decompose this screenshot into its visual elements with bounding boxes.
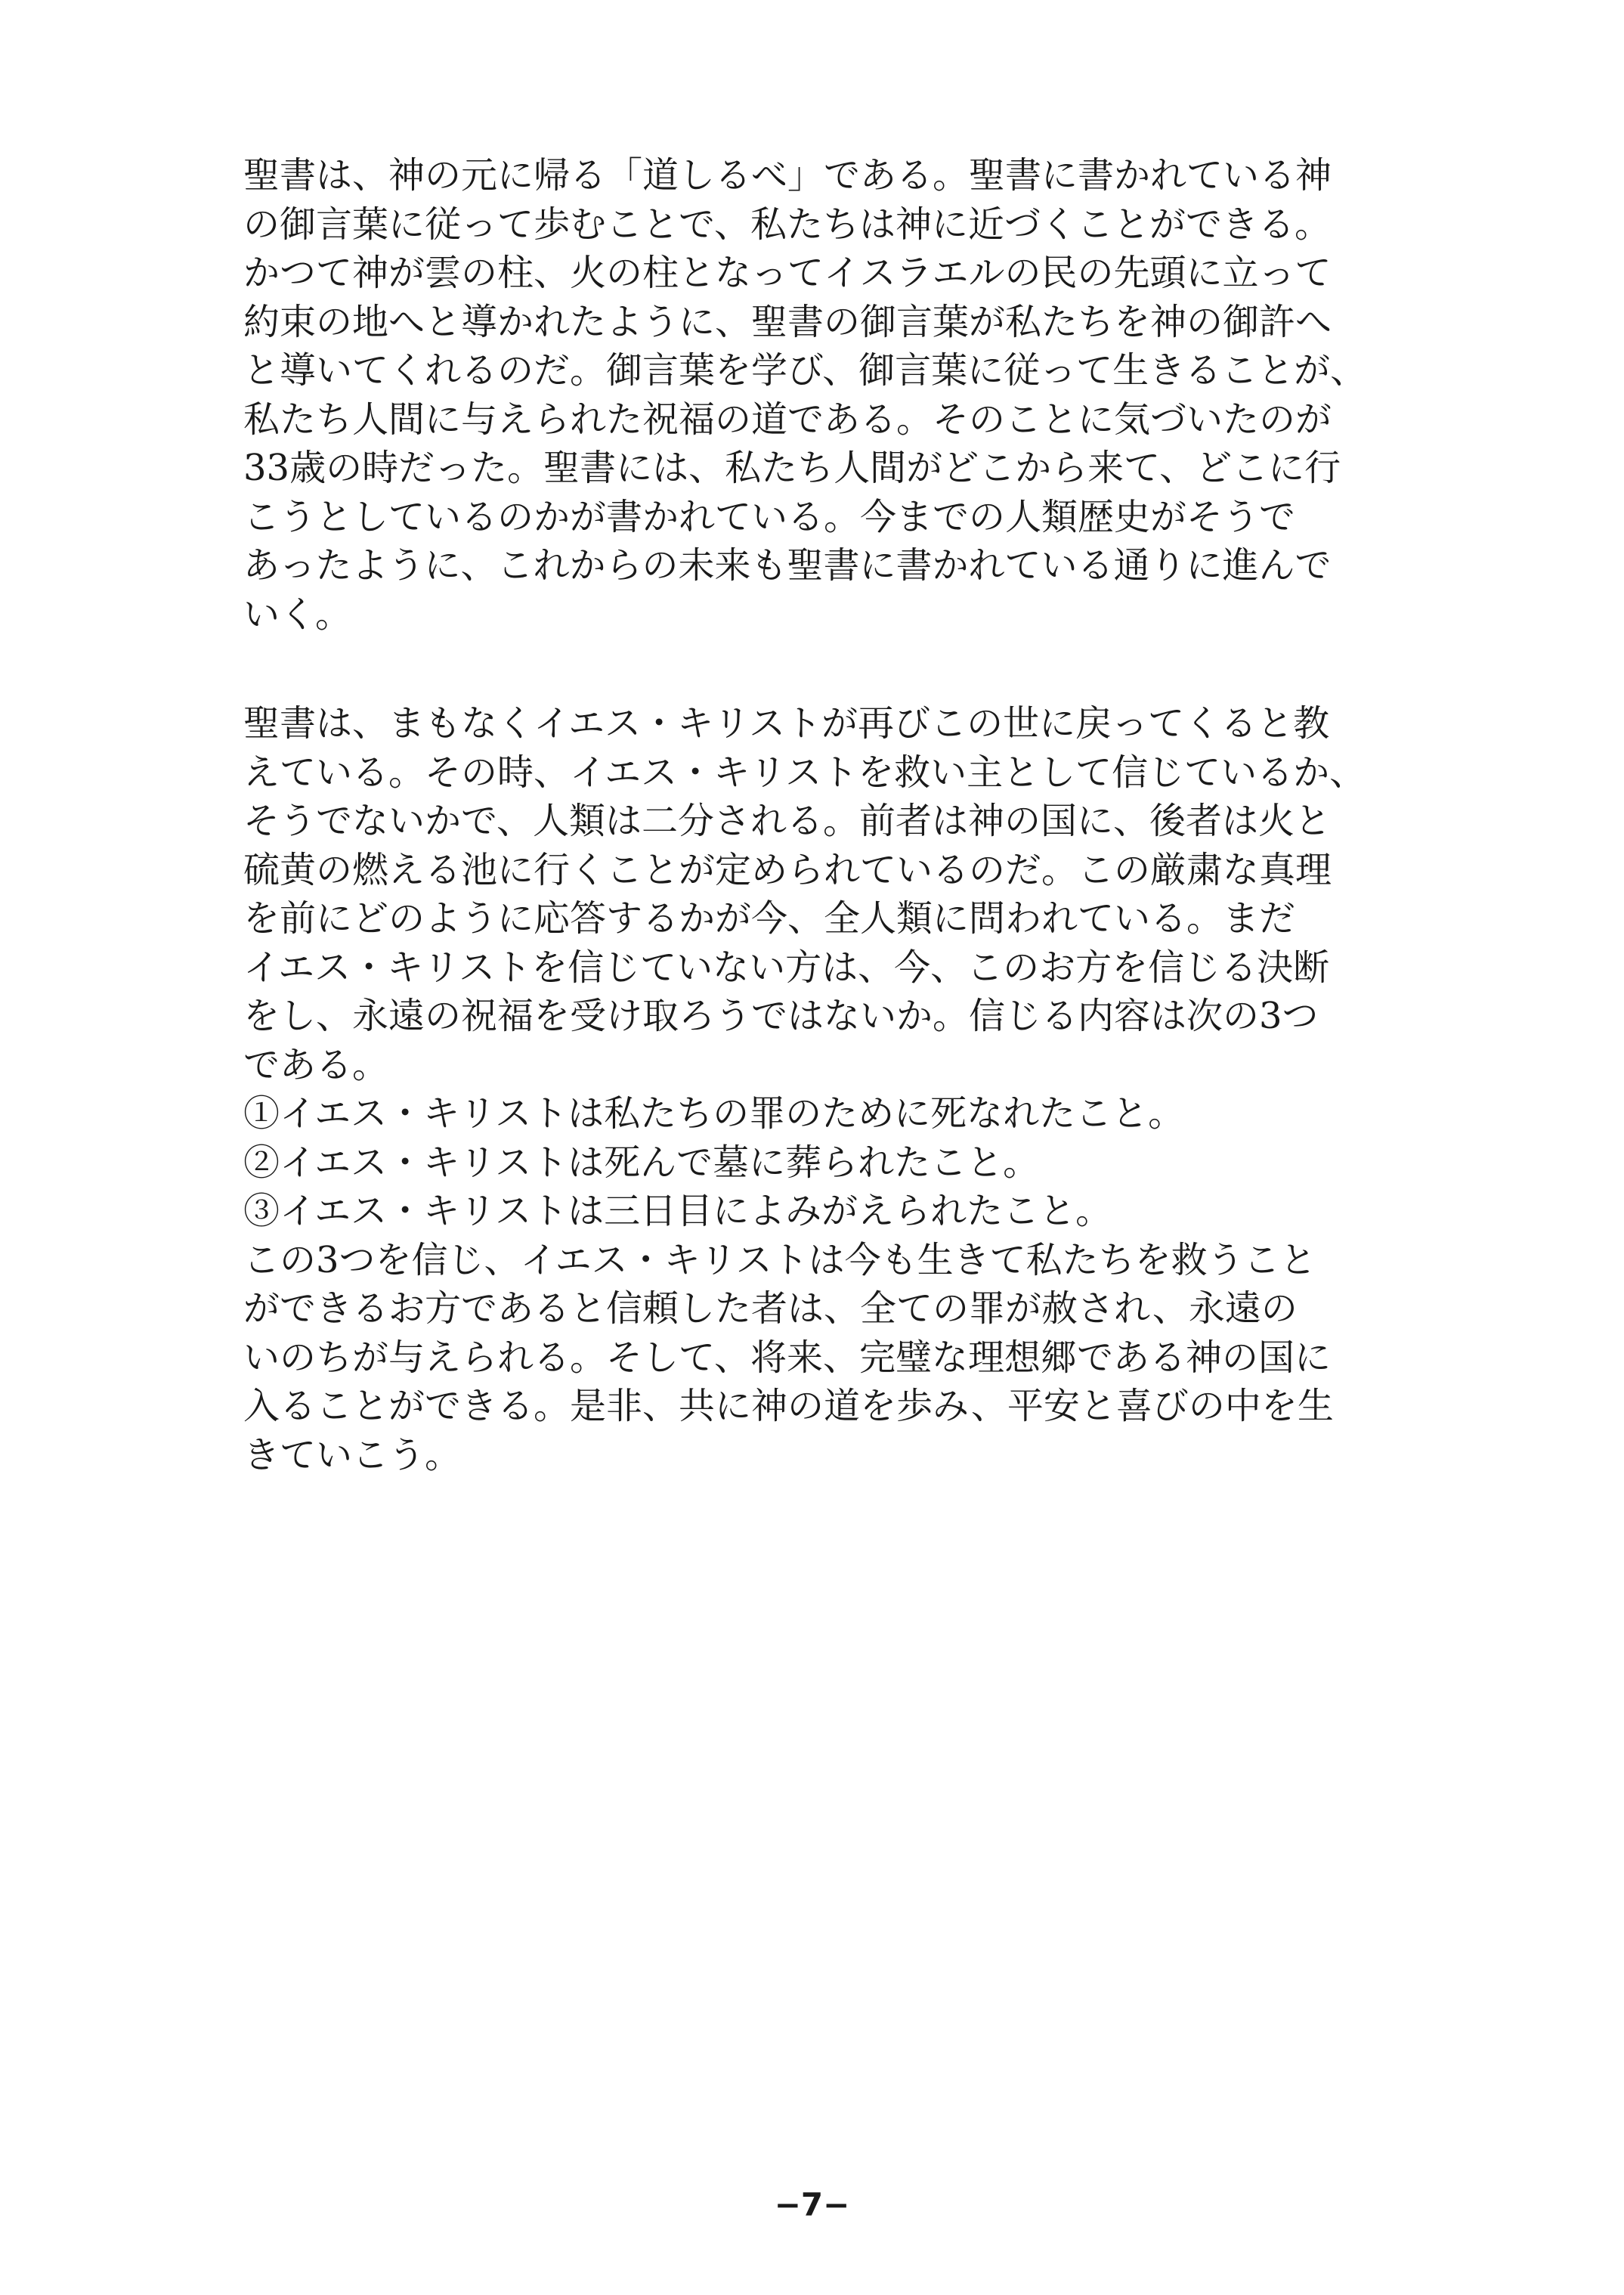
paragraph-line: きていこう。 — [243, 1433, 462, 1476]
page-number: −7− — [774, 2186, 850, 2223]
paragraph-line: を前にどのように応答するかが今、全人類に問われている。まだ — [243, 897, 1296, 940]
paragraph-line: 聖書は、神の元に帰る「道しるべ」である。聖書に書かれている神 — [243, 154, 1332, 197]
paragraph-line: 聖書は、まもなくイエス・キリストが再びこの世に戻ってくると教 — [243, 702, 1330, 745]
paragraph-line: そうでないかで、人類は二分される。前者は神の国に、後者は火と — [243, 800, 1332, 842]
paragraph-line: こうとしているのかが書かれている。今までの人類歴史がそうで — [243, 495, 1296, 538]
paragraph-line: である。 — [243, 1043, 389, 1086]
paragraph-line: 33歳の時だった。聖書には、私たち人間がどこから来て、どこに行 — [243, 447, 1341, 489]
paragraph-line: えている。その時、イエス・キリストを救い主として信じているか、 — [243, 751, 1366, 794]
paragraph-line: と導いてくれるのだ。御言葉を学び、御言葉に従って生きることが、 — [243, 349, 1367, 392]
paragraph-line: の御言葉に従って歩むことで、私たちは神に近づくことができる。 — [243, 203, 1332, 246]
paragraph-line: ができるお方であると信頼した者は、全ての罪が赦され、永遠の — [243, 1287, 1298, 1330]
paragraph-line: いのちが与えられる。そして、将来、完璧な理想郷である神の国に — [243, 1336, 1332, 1379]
paragraph-1 — [243, 151, 1437, 639]
paragraph-2 — [243, 699, 1437, 1479]
paragraph-line: 硫黄の燃える池に行くことが定められているのだ。この厳粛な真理 — [243, 848, 1332, 891]
list-item-1: ①イエス・キリストは私たちの罪のために死なれたこと。 — [243, 1092, 1185, 1135]
paragraph-line: 私たち人間に与えられた祝福の道である。そのことに気づいたのが — [243, 398, 1332, 441]
list-item-2: ②イエス・キリストは死んで墓に葬られたこと。 — [243, 1141, 1040, 1184]
paragraph-line: 入ることができる。是非、共に神の道を歩み、平安と喜びの中を生 — [243, 1385, 1334, 1427]
paragraph-line: この3つを信じ、イエス・キリストは今も生きて私たちを救うこと — [243, 1238, 1316, 1281]
paragraph-line: イエス・キリストを信じていない方は、今、このお方を信じる決断 — [243, 946, 1330, 989]
list-item-3: ③イエス・キリストは三日目によみがえられたこと。 — [243, 1190, 1112, 1232]
paragraph-line: かつて神が雲の柱、火の柱となってイスラエルの民の先頭に立って — [243, 252, 1332, 294]
paragraph-line: をし、永遠の祝福を受け取ろうではないか。信じる内容は次の3つ — [243, 995, 1319, 1037]
paragraph-line: いく。 — [243, 593, 352, 636]
paragraph-line: あったように、これからの未来も聖書に書かれている通りに進んで — [243, 544, 1332, 587]
paragraph-line: 約束の地へと導かれたように、聖書の御言葉が私たちを神の御許へ — [243, 300, 1332, 343]
